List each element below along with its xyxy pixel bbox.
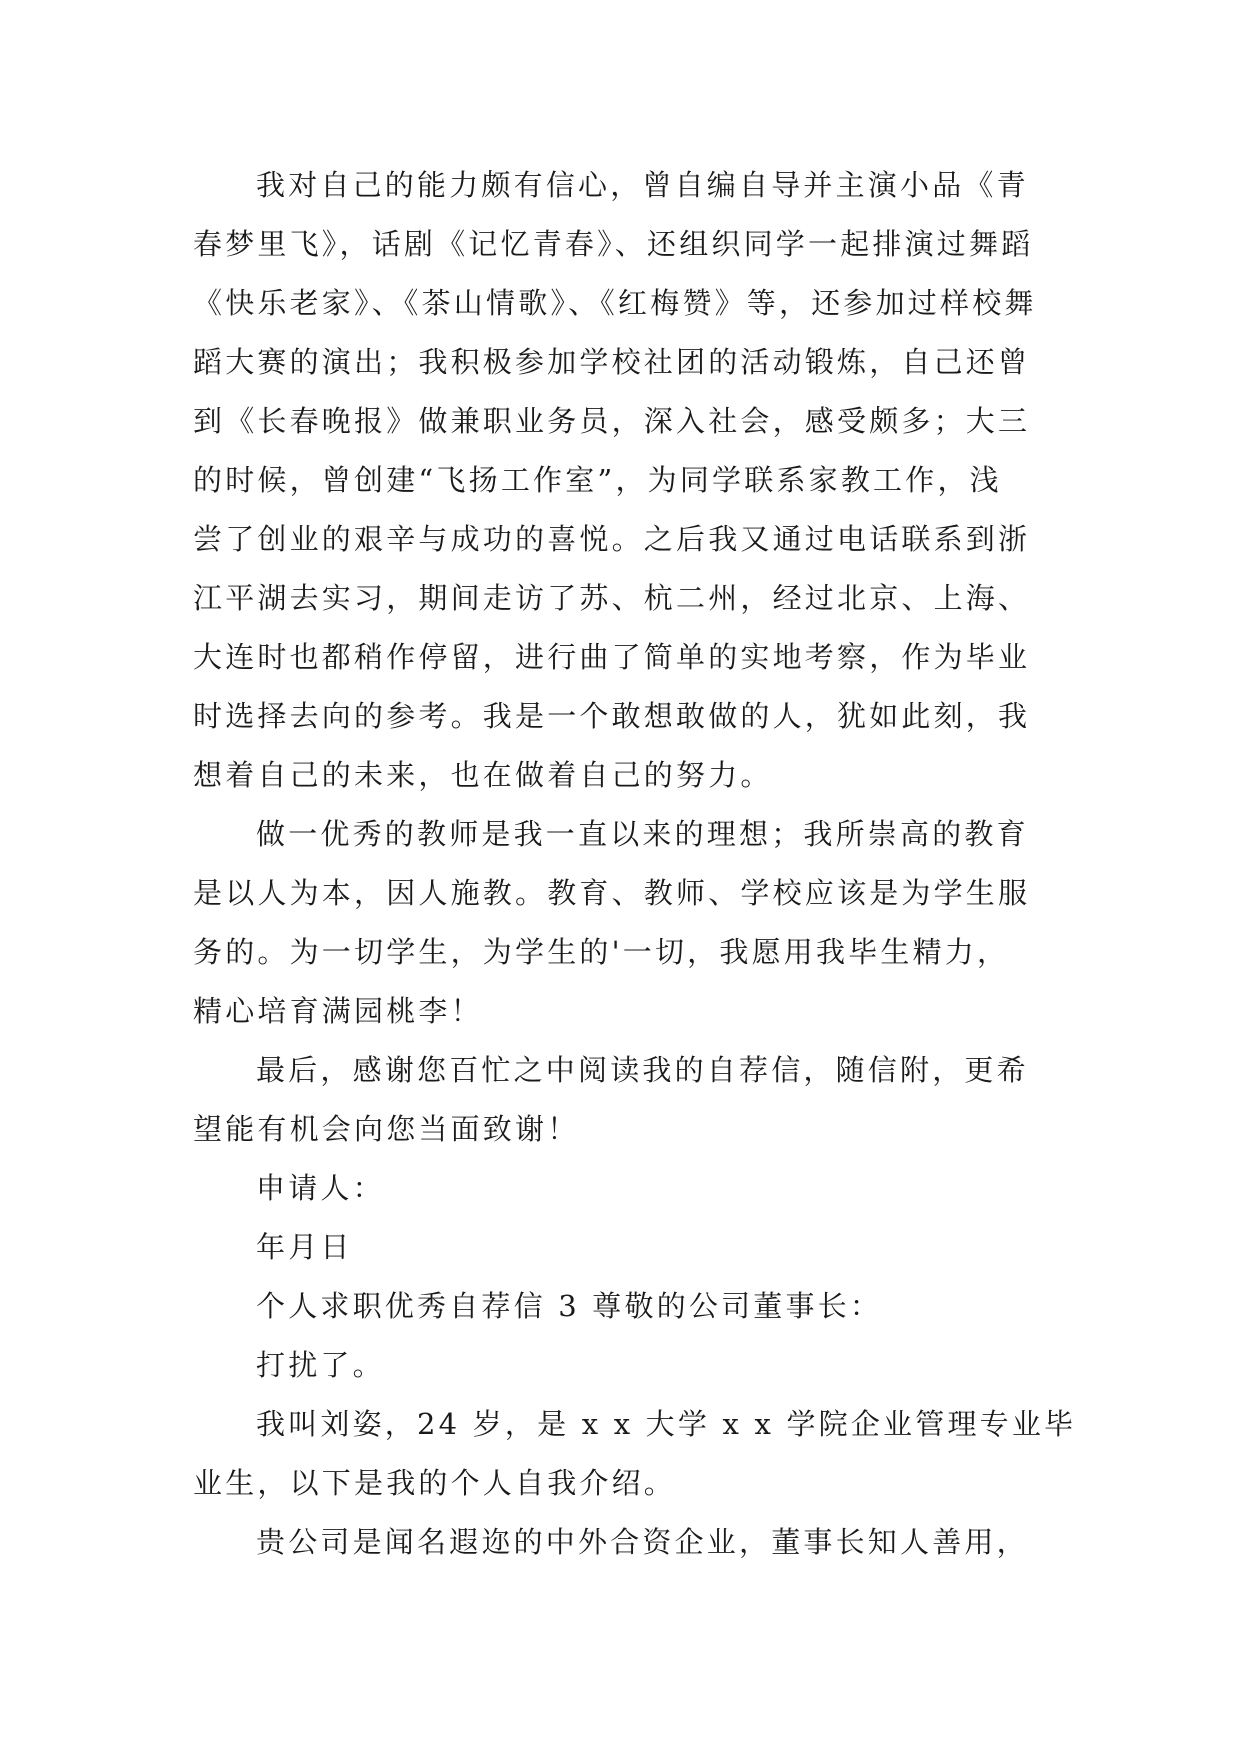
text-line: 最后，感谢您百忙之中阅读我的自荐信，随信附，更希 <box>256 1053 1029 1087</box>
text-line: 年月日 <box>256 1230 353 1264</box>
text-line: 时选择去向的参考。我是一个敢想敢做的人，犹如此刻，我 <box>193 699 1031 733</box>
text-line: 的时候，曾创建“飞扬工作室”，为同学联系家教工作，浅 <box>193 463 1002 497</box>
text-line: 想着自己的未来，也在做着自己的努力。 <box>193 758 773 792</box>
text-line: 个人求职优秀自荐信 3 尊敬的公司董事长： <box>256 1289 883 1323</box>
text-line: 望能有机会向您当面致谢！ <box>193 1112 580 1146</box>
text-line: 尝了创业的艰辛与成功的喜悦。之后我又通过电话联系到浙 <box>193 522 1031 556</box>
text-line: 是以人为本，因人施教。教育、教师、学校应该是为学生服 <box>193 876 1031 910</box>
text-line: 做一优秀的教师是我一直以来的理想；我所崇高的教育 <box>256 817 1029 851</box>
text-line: 我叫刘姿，24 岁，是 x x 大学 x x 学院企业管理专业毕 <box>256 1407 1077 1441</box>
text-line: 打扰了。 <box>256 1348 385 1382</box>
text-line: 精心培育满园桃李！ <box>193 994 483 1028</box>
text-line: 蹈大赛的演出；我积极参加学校社团的活动锻炼，自己还曾 <box>193 345 1031 379</box>
letter-body <box>193 156 1077 1572</box>
text-line: 业生，以下是我的个人自我介绍。 <box>193 1466 677 1500</box>
text-line: 到《长春晚报》做兼职业务员，深入社会，感受颇多；大三 <box>193 404 1031 438</box>
text-line: 春梦里飞》，话剧《记忆青春》、还组织同学一起排演过舞蹈 <box>193 227 1034 261</box>
text-line: 江平湖去实习，期间走访了苏、杭二州，经过北京、上海、 <box>193 581 1031 615</box>
text-line: 大连时也都稍作停留，进行曲了简单的实地考察，作为毕业 <box>193 640 1031 674</box>
text-line: 《快乐老家》、《茶山情歌》、《红梅赞》等，还参加过样校舞 <box>193 286 1037 320</box>
text-line: 申请人： <box>256 1171 385 1205</box>
text-line: 贵公司是闻名遐迩的中外合资企业，董事长知人善用， <box>256 1525 1029 1559</box>
text-line: 务的。为一切学生，为学生的'一切，我愿用我毕生精力， <box>193 935 1010 969</box>
text-line: 我对自己的能力颇有信心，曾自编自导并主演小品《青 <box>256 168 1029 202</box>
